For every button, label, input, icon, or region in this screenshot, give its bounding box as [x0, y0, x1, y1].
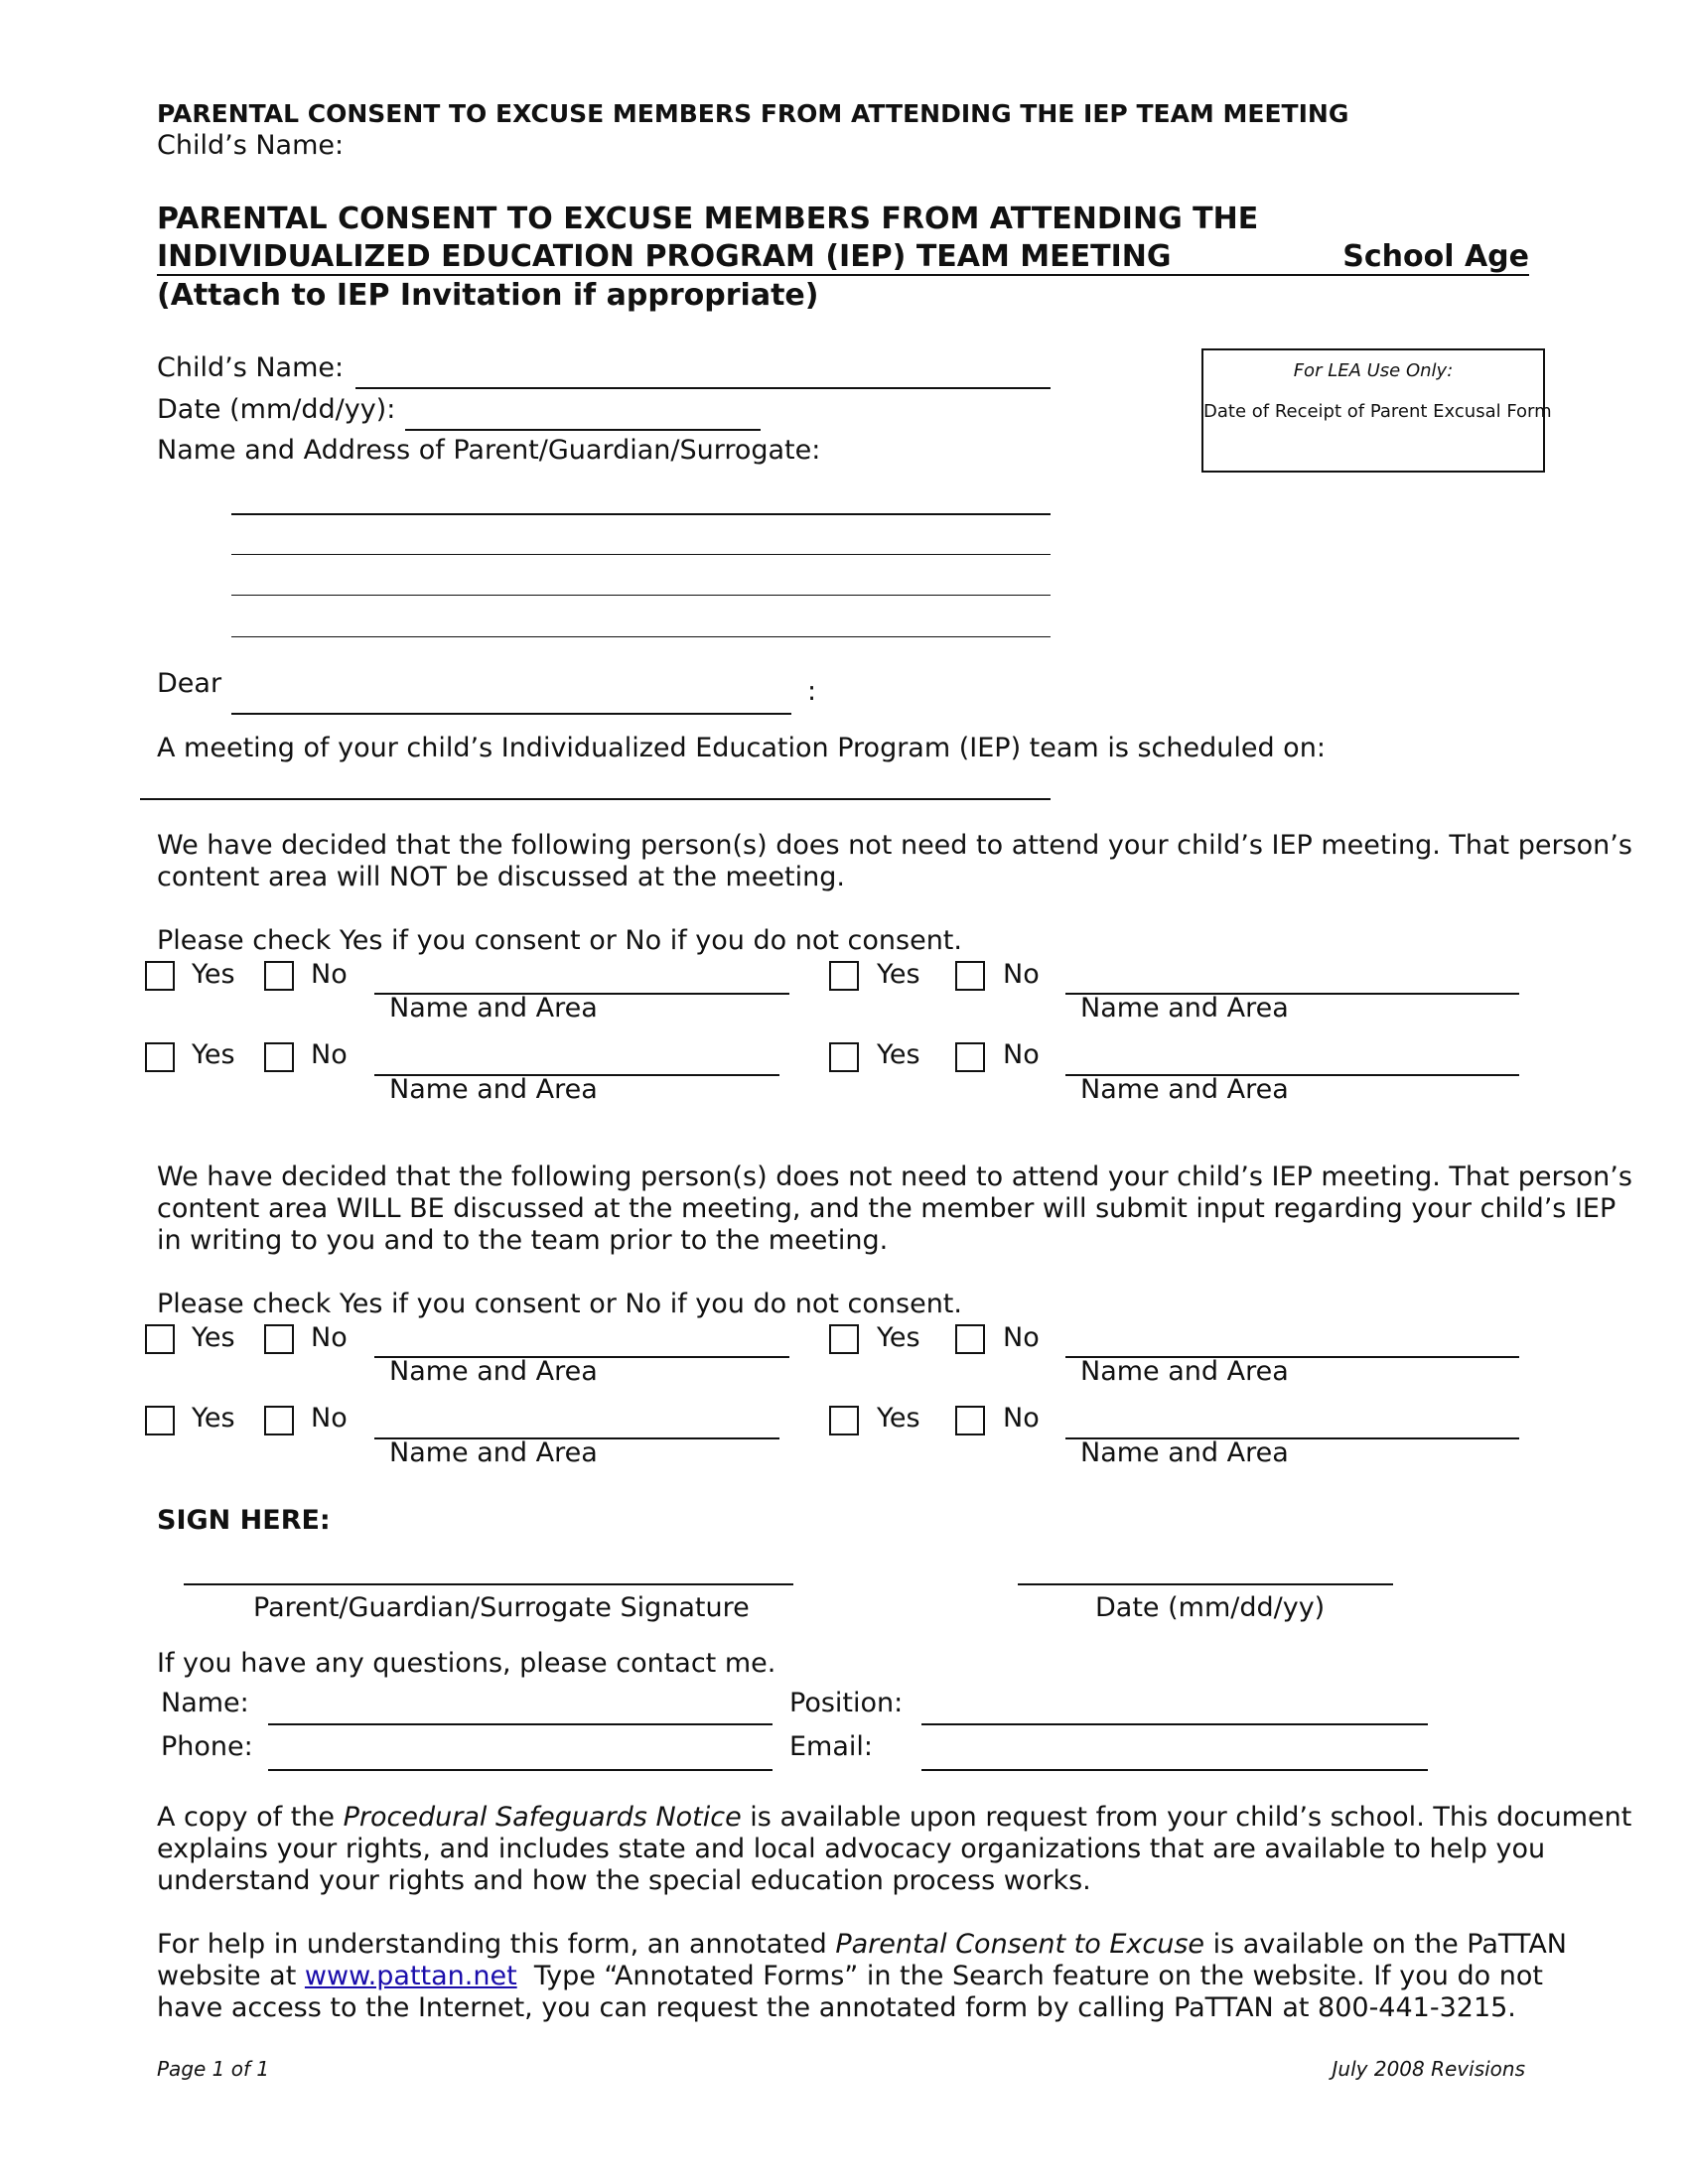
help-paragraph [157, 1929, 1567, 2024]
section1-line1: We have decided that the following person(s) does not need to attend your child’s IEP meeting. That person’s [157, 830, 1632, 861]
name-area-label: Name and Area [1080, 1074, 1289, 1105]
section2-instruction: Please check Yes if you consent or No if you do not consent. [157, 1289, 962, 1319]
child-name-field[interactable] [355, 387, 1051, 389]
date-label: Date (mm/dd/yy): [157, 394, 396, 425]
name-area-label: Name and Area [389, 1437, 598, 1468]
s1-r1-right-no-checkbox[interactable] [955, 961, 985, 991]
pattan-website-link[interactable]: www.pattan.net [304, 1961, 517, 1991]
date-field[interactable] [405, 429, 761, 431]
lea-box-title: For LEA Use Only: [1293, 360, 1454, 381]
yes-label: Yes [192, 1039, 235, 1070]
notice-text: explains your rights, and includes state and local advocacy organizations that are available to help you [157, 1834, 1546, 1864]
contact-position-label: Position: [789, 1688, 904, 1718]
help-text: For help in understanding this form, an annotated [157, 1929, 836, 1960]
s1-r1-left-yes-checkbox[interactable] [145, 961, 175, 991]
parent-address-line-4[interactable] [231, 636, 1051, 637]
footer-revision: July 2008 Revisions [1332, 2057, 1525, 2081]
contact-position-field[interactable] [921, 1723, 1428, 1725]
help-text: Type “Annotated Forms” in the Search feature on the website. If you do not [516, 1961, 1543, 1991]
notice-text: is available upon request from your child’s school. This document [741, 1802, 1632, 1833]
form-title-line1: PARENTAL CONSENT TO EXCUSE MEMBERS FROM ATTENDING THE [157, 202, 1259, 236]
s1-r2-left-yes-checkbox[interactable] [145, 1042, 175, 1072]
consent-form-title: Parental Consent to Excuse [835, 1929, 1204, 1960]
name-area-label: Name and Area [1080, 993, 1289, 1024]
section2-line2: content area WILL BE discussed at the meeting, and the member will submit input regarding your child’s IEP [157, 1193, 1617, 1224]
help-text: website at [157, 1961, 305, 1991]
notice-text: A copy of the [157, 1802, 344, 1833]
yes-label: Yes [192, 1322, 235, 1353]
parent-address-line-1[interactable] [231, 513, 1051, 515]
yes-label: Yes [877, 959, 920, 990]
contact-phone-label: Phone: [161, 1731, 253, 1762]
safeguards-paragraph [157, 1802, 1632, 1897]
s2-r1-left-yes-checkbox[interactable] [145, 1324, 175, 1354]
lea-use-box [1201, 348, 1552, 473]
s2-r1-right-yes-checkbox[interactable] [829, 1324, 859, 1354]
s1-r2-right-yes-checkbox[interactable] [829, 1042, 859, 1072]
no-label: No [1003, 959, 1040, 990]
contact-email-field[interactable] [921, 1769, 1428, 1771]
contact-intro: If you have any questions, please contact me. [157, 1648, 776, 1679]
footer-page-number: Page 1 of 1 [157, 2057, 270, 2081]
header-child-name-label: Child’s Name: [157, 130, 345, 161]
yes-label: Yes [192, 959, 235, 990]
section1-instruction: Please check Yes if you consent or No if you do not consent. [157, 925, 962, 956]
help-text: have access to the Internet, you can request the annotated form by calling PaTTAN at 800-441-3215. [157, 1992, 1516, 2023]
s2-r2-left-no-checkbox[interactable] [264, 1406, 294, 1435]
signature-label: Parent/Guardian/Surrogate Signature [253, 1592, 750, 1623]
s1-r2-right-no-checkbox[interactable] [955, 1042, 985, 1072]
contact-name-label: Name: [161, 1688, 249, 1718]
form-title-line3: (Attach to IEP Invitation if appropriate) [157, 278, 819, 313]
s1-r2-left-no-checkbox[interactable] [264, 1042, 294, 1072]
signature-date-field[interactable] [1018, 1583, 1393, 1585]
meeting-date-field[interactable] [140, 798, 1051, 800]
no-label: No [1003, 1039, 1040, 1070]
no-label: No [311, 959, 348, 990]
form-title-line2: INDIVIDUALIZED EDUCATION PROGRAM (IEP) TEAM MEETING [157, 239, 1172, 274]
contact-email-label: Email: [789, 1731, 874, 1762]
s1-r1-right-yes-checkbox[interactable] [829, 961, 859, 991]
s2-r2-right-yes-checkbox[interactable] [829, 1406, 859, 1435]
section2-line1: We have decided that the following person(s) does not need to attend your child’s IEP meeting. That person’s [157, 1161, 1632, 1192]
title-underline [157, 274, 1529, 276]
school-age-label: School Age [1342, 239, 1529, 274]
contact-name-field[interactable] [268, 1723, 773, 1725]
no-label: No [311, 1322, 348, 1353]
name-area-label: Name and Area [1080, 1437, 1289, 1468]
signature-date-label: Date (mm/dd/yy) [1095, 1592, 1326, 1623]
name-area-label: Name and Area [389, 1074, 598, 1105]
yes-label: Yes [192, 1403, 235, 1433]
yes-label: Yes [877, 1039, 920, 1070]
s2-r1-left-no-checkbox[interactable] [264, 1324, 294, 1354]
dear-colon: : [807, 676, 817, 707]
section2-line3: in writing to you and to the team prior to the meeting. [157, 1225, 889, 1256]
sign-here-heading: SIGN HERE: [157, 1505, 331, 1536]
child-name-label: Child’s Name: [157, 352, 345, 383]
s1-r1-left-no-checkbox[interactable] [264, 961, 294, 991]
notice-text: understand your rights and how the special education process works. [157, 1865, 1091, 1896]
name-area-label: Name and Area [389, 993, 598, 1024]
signature-field[interactable] [184, 1583, 793, 1585]
help-text: is available on the PaTTAN [1204, 1929, 1567, 1960]
s2-r2-left-yes-checkbox[interactable] [145, 1406, 175, 1435]
parent-address-label: Name and Address of Parent/Guardian/Surrogate: [157, 435, 821, 466]
dear-label: Dear [157, 668, 222, 699]
dear-field[interactable] [231, 713, 791, 715]
contact-phone-field[interactable] [268, 1769, 773, 1771]
name-area-label: Name and Area [1080, 1356, 1289, 1387]
header-title: PARENTAL CONSENT TO EXCUSE MEMBERS FROM ATTENDING THE IEP TEAM MEETING [157, 99, 1349, 128]
s2-r2-right-no-checkbox[interactable] [955, 1406, 985, 1435]
safeguards-notice-title: Procedural Safeguards Notice [343, 1802, 742, 1833]
no-label: No [1003, 1403, 1040, 1433]
no-label: No [311, 1403, 348, 1433]
yes-label: Yes [877, 1403, 920, 1433]
s2-r1-right-no-checkbox[interactable] [955, 1324, 985, 1354]
lea-box-label: Date of Receipt of Parent Excusal Form [1203, 401, 1552, 422]
section1-line2: content area will NOT be discussed at the meeting. [157, 862, 845, 892]
parent-address-line-2[interactable] [231, 554, 1051, 555]
yes-label: Yes [877, 1322, 920, 1353]
no-label: No [1003, 1322, 1040, 1353]
parent-address-line-3[interactable] [231, 595, 1051, 596]
meeting-text: A meeting of your child’s Individualized Education Program (IEP) team is scheduled on: [157, 733, 1326, 763]
name-area-label: Name and Area [389, 1356, 598, 1387]
no-label: No [311, 1039, 348, 1070]
